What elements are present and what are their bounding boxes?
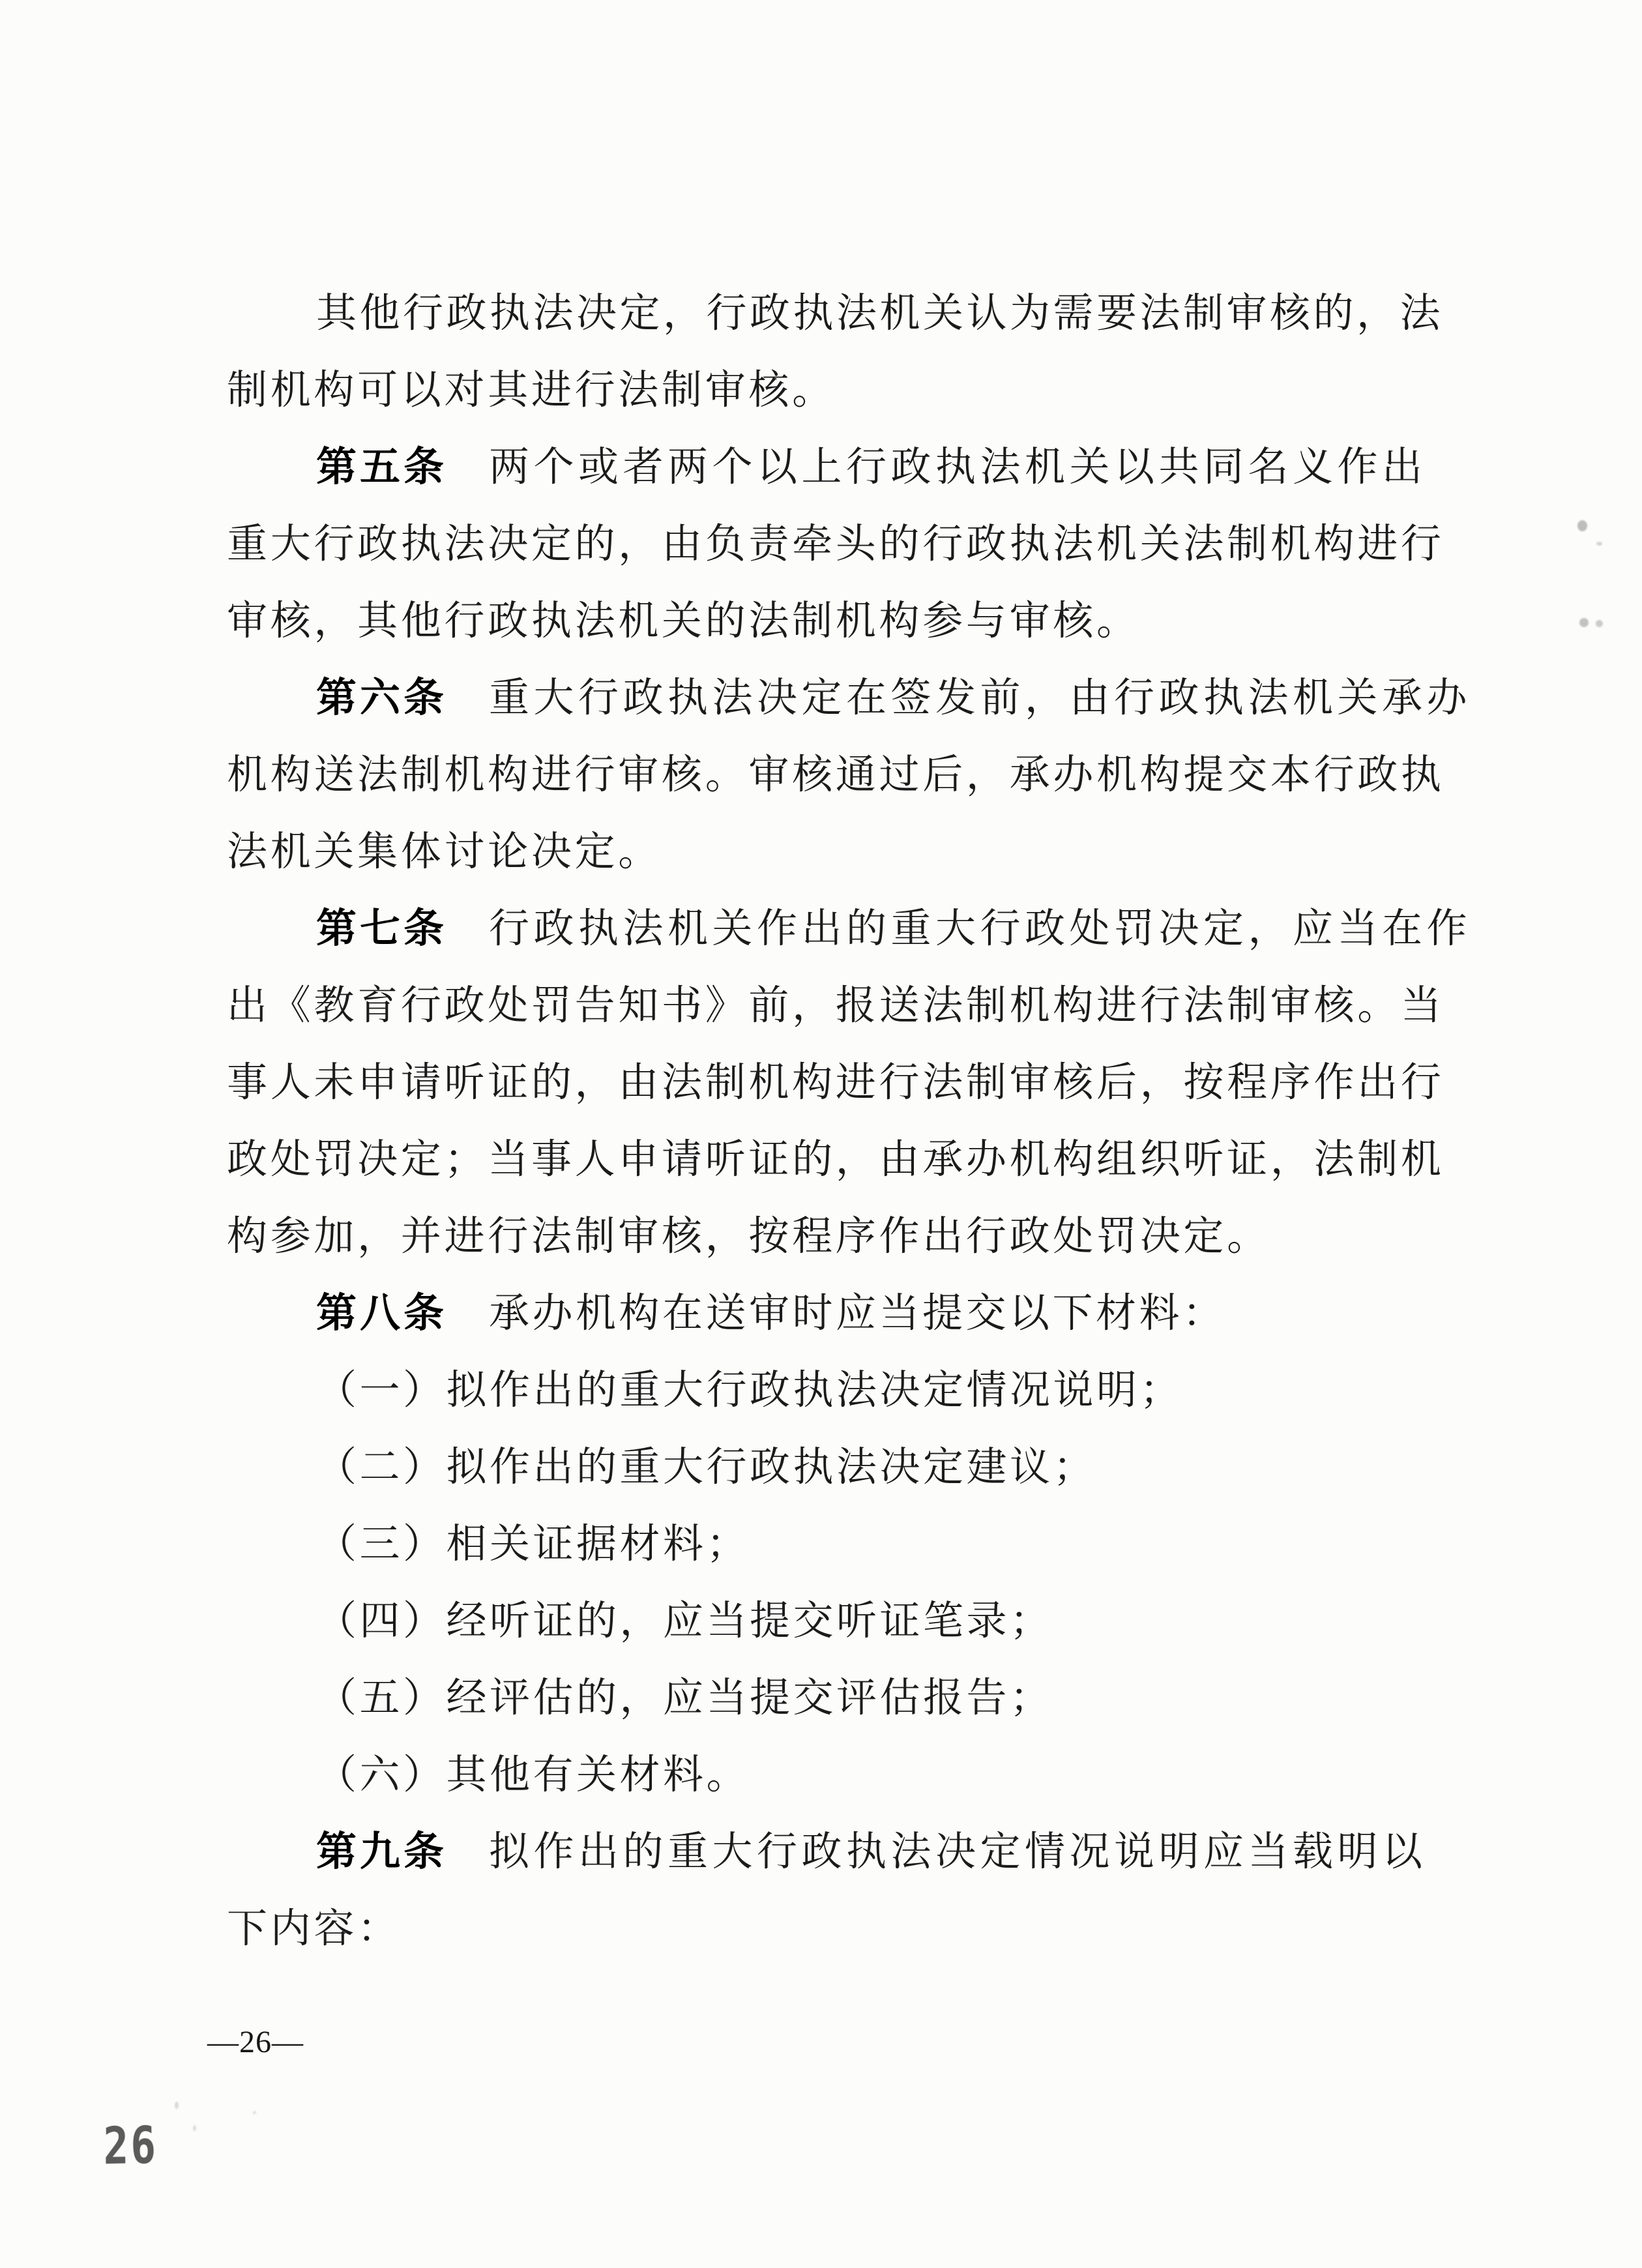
list-item-6 [316,1752,750,1798]
line-text: 拟作出的重大行政执法决定情况说明应当载明以 [489,1830,1427,1874]
scan-speck [1577,520,1587,531]
line-text: 构参加，并进行法制审核，按程序作出行政处罚决定。 [227,1215,1270,1259]
article-number: 第八条 [316,1291,448,1336]
line-text: 出《教育行政处罚告知书》前，报送法制机构进行法制审核。当 [227,984,1444,1028]
text-line-article-5 [316,445,1427,490]
line-text: （一）拟作出的重大行政执法决定情况说明； [316,1368,1184,1413]
article-number: 第五条 [316,445,448,490]
line-text: 行政执法机关作出的重大行政处罚决定，应当在作 [489,907,1472,951]
text-line [227,752,1444,798]
line-text: （六）其他有关材料。 [316,1753,750,1797]
line-text: 重大行政执法决定在签发前，由行政执法机关承办 [489,676,1472,720]
scan-speck [1596,620,1603,627]
line-text: （四）经听证的，应当提交听证笔录； [316,1599,1053,1643]
list-item-3 [316,1522,750,1567]
list-item-4 [316,1598,1053,1644]
line-text: 制机构可以对其进行法制审核。 [227,368,836,413]
scan-speck [253,2111,256,2114]
line-text: 承办机构在送审时应当提交以下材料： [489,1291,1226,1336]
line-text: 下内容： [227,1907,401,1951]
text-line-article-9 [316,1829,1427,1875]
line-text: 其他行政执法决定，行政执法机关认为需要法制审核的，法 [316,291,1444,336]
text-line [227,522,1444,567]
text-line-article-7 [316,906,1471,952]
text-line [227,1906,401,1952]
text-line [227,598,1140,644]
scan-speck [1596,542,1602,546]
text-line [227,1214,1270,1259]
text-line-article-8 [316,1291,1226,1336]
line-text: （二）拟作出的重大行政执法决定建议； [316,1445,1097,1490]
scan-speck [193,2125,196,2131]
text-line [227,983,1444,1029]
text-line [227,1137,1444,1183]
stamped-page-number: 26 [103,2116,158,2176]
article-number: 第七条 [316,906,448,951]
text-line [316,291,1443,336]
line-text: 重大行政执法决定的，由负责牵头的行政执法机关法制机构进行 [227,522,1444,567]
article-number: 第六条 [316,675,448,720]
page-number: —26— [207,2025,304,2059]
line-text: 机构送法制机构进行审核。审核通过后，承办机构提交本行政执 [227,753,1444,797]
line-text: （五）经评估的，应当提交评估报告； [316,1676,1053,1720]
text-line [227,1060,1444,1106]
line-text: 审核，其他行政执法机关的法制机构参与审核。 [227,599,1140,643]
list-item-5 [316,1675,1053,1721]
line-text: （三）相关证据材料； [316,1522,750,1567]
scan-speck [1579,618,1589,627]
list-item-2 [316,1445,1096,1490]
line-text: 政处罚决定；当事人申请听证的，由承办机构组织听证，法制机 [227,1138,1444,1182]
line-text: 事人未申请听证的，由法制机构进行法制审核后，按程序作出行 [227,1061,1444,1105]
text-line-article-6 [316,675,1471,721]
article-number: 第九条 [316,1829,448,1874]
text-line [227,368,836,413]
list-item-1 [316,1368,1183,1413]
text-line [227,829,662,875]
line-text: 法机关集体讨论决定。 [227,830,662,874]
scan-speck [175,2102,179,2109]
line-text: 两个或者两个以上行政执法机关以共同名义作出 [489,445,1427,490]
